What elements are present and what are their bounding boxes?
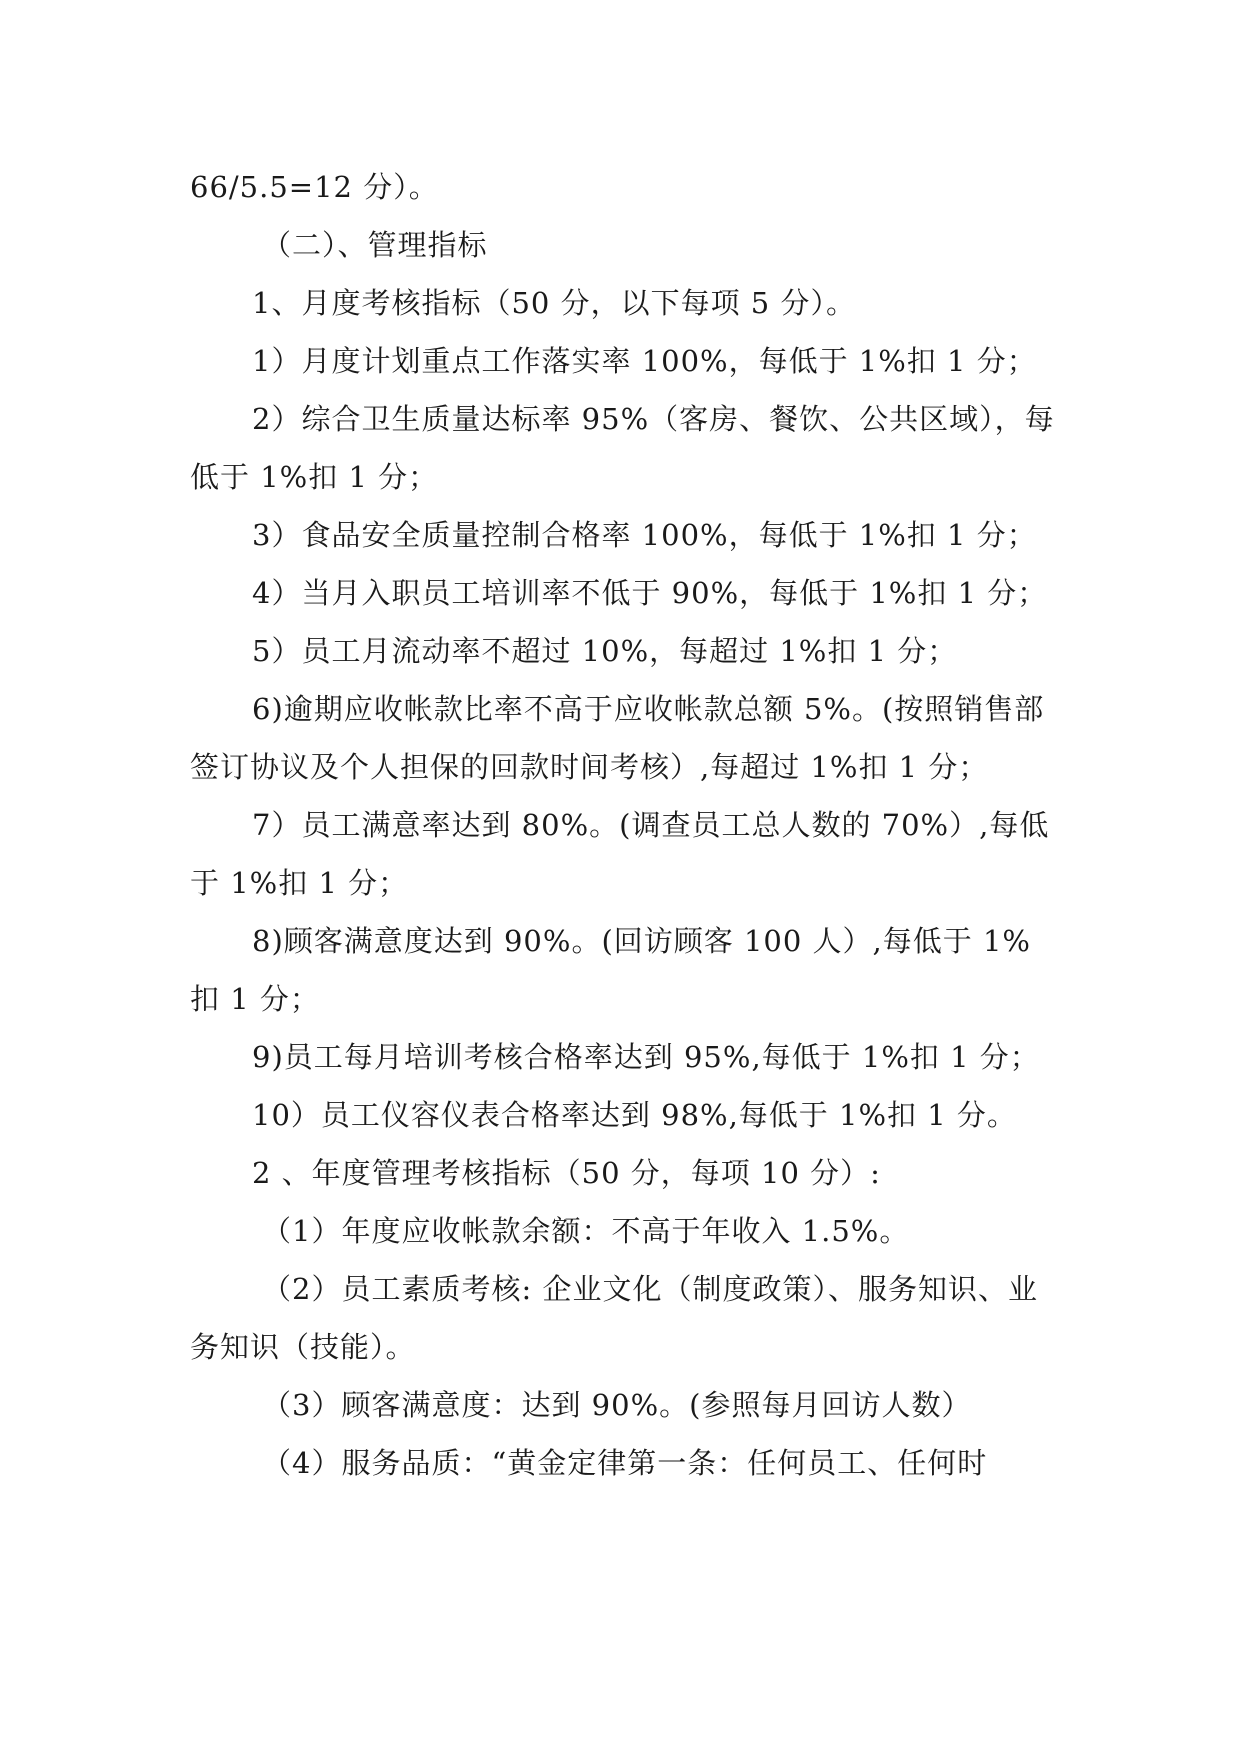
list-item: 8)顾客满意度达到 90%。(回访顾客 100 人）,每低于 1%扣 1 分； bbox=[190, 924, 1031, 1016]
list-item: （4）服务品质：“黄金定律第一条：任何员工、任何时 bbox=[262, 1446, 988, 1480]
subheading-annual-indicators: 2 、年度管理考核指标（50 分，每项 10 分）: bbox=[252, 1156, 881, 1190]
list-item: 9)员工每月培训考核合格率达到 95%,每低于 1%扣 1 分； bbox=[252, 1040, 1040, 1074]
list-item: （2）员工素质考核: 企业文化（制度政策）、服务知识、业务知识（技能）。 bbox=[190, 1272, 1038, 1364]
section-heading-management: （二）、管理指标 bbox=[262, 228, 488, 262]
list-item: 7）员工满意率达到 80%。(调查员工总人数的 70%）,每低于 1%扣 1 分； bbox=[190, 808, 1050, 900]
list-item: 4）当月入职员工培训率不低于 90%，每低于 1%扣 1 分； bbox=[252, 576, 1048, 610]
list-item: 10）员工仪容仪表合格率达到 98%,每低于 1%扣 1 分。 bbox=[252, 1098, 1017, 1132]
list-item: 6)逾期应收帐款比率不高于应收帐款总额 5%。(按照销售部签订协议及个人担保的回款时间考核）,每超过 1%扣 1 分； bbox=[190, 692, 1045, 784]
list-item: （1）年度应收帐款余额：不高于年收入 1.5%。 bbox=[262, 1214, 910, 1248]
document-body bbox=[190, 158, 1060, 1492]
list-item: 3）食品安全质量控制合格率 100%，每低于 1%扣 1 分； bbox=[252, 518, 1037, 552]
list-item: 1）月度计划重点工作落实率 100%，每低于 1%扣 1 分； bbox=[252, 344, 1037, 378]
paragraph-score-continuation: 66/5.5=12 分）。 bbox=[190, 170, 439, 204]
list-item: 5）员工月流动率不超过 10%，每超过 1%扣 1 分； bbox=[252, 634, 958, 668]
list-item: 2）综合卫生质量达标率 95%（客房、餐饮、公共区域），每低于 1%扣 1 分； bbox=[190, 402, 1055, 494]
subheading-monthly-indicators: 1、月度考核指标（50 分，以下每项 5 分）。 bbox=[252, 286, 856, 320]
list-item: （3）顾客满意度：达到 90%。(参照每月回访人数） bbox=[262, 1388, 972, 1422]
